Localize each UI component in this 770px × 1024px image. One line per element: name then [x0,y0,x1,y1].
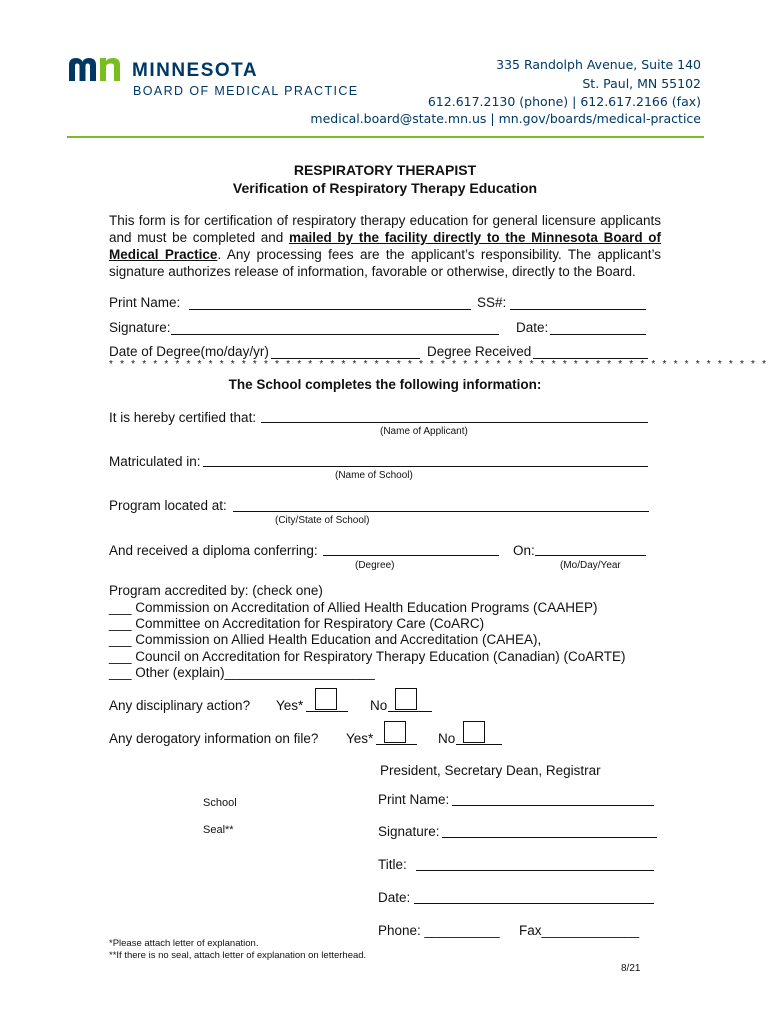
org-name: MINNESOTA [132,60,259,81]
disciplinary-label: Any disciplinary action? [109,698,251,713]
signer-roles-label: President, Secretary Dean, Registrar [380,763,601,778]
org-subtitle: BOARD OF MEDICAL PRACTICE [133,84,359,98]
disciplinary-no-checkbox[interactable] [395,688,417,710]
option-caahep[interactable]: ___ Commission on Accreditation of Allied Health Education Programs (CAAHEP) [109,600,598,615]
print-name-label: Print Name: [109,295,181,310]
signer-fax-field[interactable]: Fax_____________ [519,923,640,938]
matriculated-label: Matriculated in: [109,454,201,469]
date-field[interactable] [550,334,646,335]
diploma-label: And received a diploma conferring: [109,543,318,558]
school-name-field[interactable] [203,466,648,467]
date-of-degree-label: Date of Degree(mo/day/yr) [109,344,269,359]
derogatory-yes-checkbox[interactable] [384,721,406,743]
certified-label: It is hereby certified that: [109,410,257,425]
signer-print-name-label: Print Name: [378,792,450,807]
derogatory-no-label: No [438,731,456,746]
option-coarc[interactable]: ___ Committee on Accreditation for Respiratory Care (CoARC) [109,616,485,631]
signer-print-name-field[interactable] [452,805,654,806]
derogatory-yes-label: Yes* [346,731,374,746]
applicant-name-caption: (Name of Applicant) [380,426,468,437]
school-heading: The School completes the following information: [228,377,542,392]
disciplinary-no-label: No [370,698,388,713]
school-seal-label: School [203,797,237,809]
disciplinary-yes-line [306,711,348,712]
disciplinary-no-line [388,711,432,712]
header-divider [67,136,704,138]
address-line-1: 335 Randolph Avenue, Suite 140 [496,57,701,72]
contact-web-line[interactable]: medical.board@state.mn.us | mn.gov/boards/medical-practice [310,111,701,126]
disciplinary-yes-checkbox[interactable] [315,688,337,710]
date-label: Date: [516,320,549,335]
degree-received-label: Degree Received [427,344,532,359]
print-name-field[interactable] [189,309,471,310]
degree-caption: (Degree) [355,560,395,571]
ss-field[interactable] [510,309,646,310]
applicant-name-field[interactable] [261,422,648,423]
disciplinary-yes-label: Yes* [276,698,304,713]
program-location-field[interactable] [233,511,649,512]
footnote-explanation: *Please attach letter of explanation. [109,938,259,949]
signer-title-label: Title: [378,857,407,872]
option-other[interactable]: ___ Other (explain)____________________ [109,665,375,680]
program-location-label: Program located at: [109,498,227,513]
mn-logo-icon [67,55,123,81]
signature-label: Signature: [109,320,171,335]
intro-paragraph: This form is for certification of respiratory therapy education for general licensure applicants and must be completed and mailed by the facility directly to the Minnesota Board of Medical Practice. Any processing fees are the applicant’s responsibility. The applicant’s signature authorizes release of information, favorable or otherwise, directly to the Board. [109,213,662,279]
diploma-date-caption: (Mo/Day/Year [560,560,621,571]
derogatory-yes-line [376,744,417,745]
school-name-caption: (Name of School) [335,470,413,481]
signer-signature-field[interactable] [442,837,657,838]
footnote-seal: **If there is no seal, attach letter of explanation on letterhead. [109,950,367,961]
derogatory-no-checkbox[interactable] [463,721,485,743]
signer-phone-field[interactable]: Phone: __________ [378,923,500,938]
derogatory-label: Any derogatory information on file? [109,731,319,746]
seal-label: Seal** [203,824,234,836]
address-line-2: St. Paul, MN 55102 [582,76,701,91]
on-label: On: [513,543,535,558]
signer-signature-label: Signature: [378,824,440,839]
accredited-by-label: Program accredited by: (check one) [109,583,323,598]
derogatory-no-line [456,744,502,745]
option-cahea[interactable]: ___ Commission on Allied Health Education and Accreditation (CAHEA), [109,632,542,647]
form-subtitle: Verification of Respiratory Therapy Education [232,180,538,196]
city-state-caption: (City/State of School) [275,515,370,526]
signer-title-field[interactable] [416,870,654,871]
section-separator: * * * * * * * * * * * * * * * * * * * * * * * * * * * * * * * * * * * * * * * * * * * * * * * * * * * * * * * * * * * * [109,359,769,370]
form-title: RESPIRATORY THERAPIST [293,162,477,178]
phone-fax-line: 612.617.2130 (phone) | 612.617.2166 (fax) [427,94,701,109]
signature-field[interactable] [171,334,499,335]
diploma-date-field[interactable] [535,555,646,556]
option-coarte[interactable]: ___ Council on Accreditation for Respiratory Therapy Education (Canadian) (CoARTE) [109,649,626,664]
ss-label: SS#: [477,295,507,310]
revision-date: 8/21 [621,963,641,974]
degree-field[interactable] [323,555,499,556]
signer-date-field[interactable] [414,903,654,904]
signer-date-label: Date: [378,890,411,905]
